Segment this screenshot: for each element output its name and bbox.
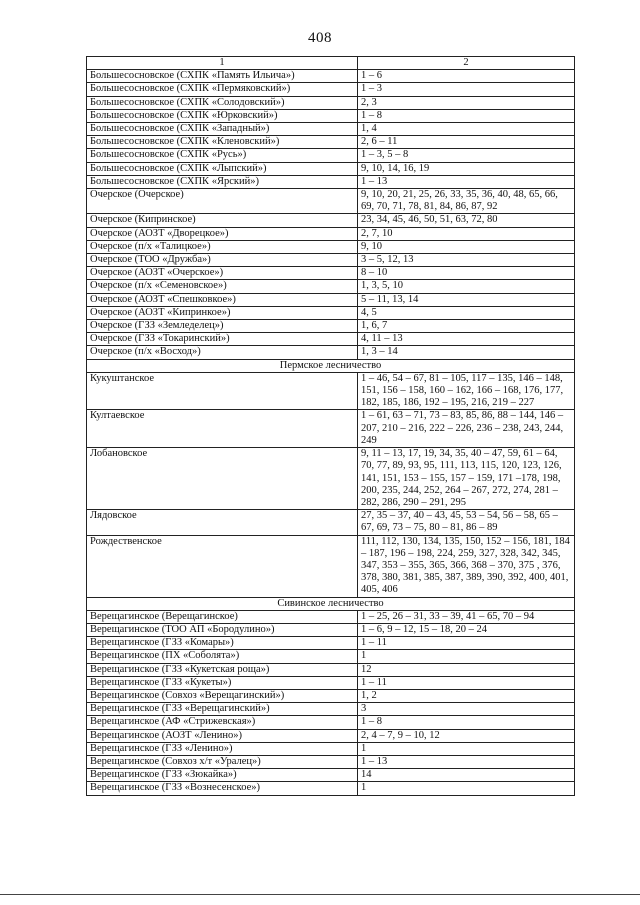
district-name-cell: Очерское (АОЗТ «Дворецкое») (87, 227, 358, 240)
quarter-numbers-cell: 3 (358, 703, 575, 716)
district-name-cell: Верещагинское (АОЗТ «Ленино») (87, 729, 358, 742)
table-row (87, 535, 575, 597)
quarter-numbers-cell: 1 – 11 (358, 676, 575, 689)
district-name-cell: Большесосновское (СХПК «Юрковский») (87, 109, 358, 122)
quarter-numbers-cell: 1 (358, 742, 575, 755)
district-name-cell: Очерское (АОЗТ «Очерское») (87, 267, 358, 280)
table-row (87, 214, 575, 227)
table-row (87, 162, 575, 175)
table-row (87, 70, 575, 83)
table-row (87, 96, 575, 109)
district-name-cell: Большесосновское (СХПК «Лыпский») (87, 162, 358, 175)
quarter-numbers-cell: 12 (358, 663, 575, 676)
column-header-1: 1 (87, 57, 358, 70)
district-name-cell: Лядовское (87, 510, 358, 535)
district-name-cell: Очерское (п/х «Восход») (87, 346, 358, 359)
table-row (87, 650, 575, 663)
quarter-numbers-cell: 1 (358, 650, 575, 663)
table-row (87, 280, 575, 293)
table-row (87, 240, 575, 253)
quarter-numbers-cell: 8 – 10 (358, 267, 575, 280)
header-row (87, 57, 575, 70)
quarter-numbers-cell: 1 (358, 782, 575, 795)
district-name-cell: Очерское (АОЗТ «Кипринкое») (87, 306, 358, 319)
table-row (87, 663, 575, 676)
quarter-numbers-cell: 1, 2 (358, 689, 575, 702)
district-name-cell: Очерское (Кипринское) (87, 214, 358, 227)
district-name-cell: Очерское (Очерское) (87, 189, 358, 214)
table-row (87, 293, 575, 306)
table-row (87, 782, 575, 795)
table-row (87, 123, 575, 136)
table-row (87, 676, 575, 689)
quarter-numbers-cell: 9, 11 – 13, 17, 19, 34, 35, 40 – 47, 59, 61 – 64, 70, 77, 89, 93, 95, 111, 113, 115, 120, 123, 126, 141, 151, 153 – 155, 157 – 159, 171 –178, 198, 200, 235, 244, 252, 264 – 267, 272, 274, 281 – 282, 286, 290 – 291, 295 (358, 448, 575, 510)
quarter-numbers-cell: 2, 6 – 11 (358, 136, 575, 149)
quarter-numbers-cell: 23, 34, 45, 46, 50, 51, 63, 72, 80 (358, 214, 575, 227)
table-row (87, 703, 575, 716)
table-row (87, 149, 575, 162)
quarter-numbers-cell: 1 – 13 (358, 175, 575, 188)
quarter-numbers-cell: 1 – 3, 5 – 8 (358, 149, 575, 162)
section-heading: Пермское лесничество (87, 359, 575, 372)
table-row (87, 136, 575, 149)
table-row (87, 742, 575, 755)
quarter-numbers-cell: 1 – 8 (358, 109, 575, 122)
quarter-numbers-cell: 1 – 8 (358, 716, 575, 729)
column-header-2: 2 (358, 57, 575, 70)
district-name-cell: Верещагинское (ГЗЗ «Кукетская роща») (87, 663, 358, 676)
district-name-cell: Большесосновское (СХПК «Западный») (87, 123, 358, 136)
quarter-numbers-cell: 4, 11 – 13 (358, 333, 575, 346)
district-name-cell: Очерское (п/х «Семеновское») (87, 280, 358, 293)
district-name-cell: Верещагинское (ГЗЗ «Зюкайка») (87, 769, 358, 782)
table-row (87, 448, 575, 510)
quarter-numbers-cell: 1 – 13 (358, 755, 575, 768)
district-name-cell: Кукуштанское (87, 372, 358, 410)
district-name-cell: Большесосновское (СХПК «Русь») (87, 149, 358, 162)
table-row (87, 716, 575, 729)
district-name-cell: Верещагинское (ГЗЗ «Кукеты») (87, 676, 358, 689)
quarter-numbers-cell: 1 – 46, 54 – 67, 81 – 105, 117 – 135, 146 – 148, 151, 156 – 158, 160 – 162, 166 – 168, 176, 177, 182, 185, 186, 192 – 195, 216, 219 – 227 (358, 372, 575, 410)
table-row (87, 320, 575, 333)
section-heading: Сивинское лесничество (87, 597, 575, 610)
page-bottom-rule (0, 894, 640, 895)
table-body (87, 57, 575, 796)
section-row (87, 597, 575, 610)
quarter-numbers-cell: 9, 10, 20, 21, 25, 26, 33, 35, 36, 40, 48, 65, 66, 69, 70, 71, 78, 81, 84, 86, 87, 92 (358, 189, 575, 214)
table-row (87, 623, 575, 636)
table-row (87, 189, 575, 214)
table-row (87, 227, 575, 240)
quarter-numbers-cell: 1 – 61, 63 – 71, 73 – 83, 85, 86, 88 – 144, 146 – 207, 210 – 216, 222 – 226, 236 – 238, 243, 244, 249 (358, 410, 575, 448)
quarter-numbers-cell: 27, 35 – 37, 40 – 43, 45, 53 – 54, 56 – 58, 65 – 67, 69, 73 – 75, 80 – 81, 86 – 89 (358, 510, 575, 535)
district-name-cell: Очерское (ГЗЗ «Токаринский») (87, 333, 358, 346)
quarter-numbers-cell: 1 – 25, 26 – 31, 33 – 39, 41 – 65, 70 – 94 (358, 610, 575, 623)
district-name-cell: Большесосновское (СХПК «Память Ильича») (87, 70, 358, 83)
district-name-cell: Верещагинское (Верещагинское) (87, 610, 358, 623)
page-number: 408 (308, 30, 332, 46)
table-row (87, 333, 575, 346)
table-row (87, 254, 575, 267)
district-name-cell: Большесосновское (СХПК «Пермяковский») (87, 83, 358, 96)
quarter-numbers-cell: 1, 3, 5, 10 (358, 280, 575, 293)
table-row (87, 83, 575, 96)
district-name-cell: Верещагинское (Совхоз «Верещагинский») (87, 689, 358, 702)
district-name-cell: Большесосновское (СХПК «Кленовский») (87, 136, 358, 149)
table-row (87, 769, 575, 782)
district-name-cell: Большесосновское (СХПК «Солодовский») (87, 96, 358, 109)
table-row (87, 637, 575, 650)
quarter-numbers-cell: 2, 3 (358, 96, 575, 109)
quarter-numbers-cell: 1 – 11 (358, 637, 575, 650)
district-name-cell: Верещагинское (ГЗЗ «Вознесенское») (87, 782, 358, 795)
table-row (87, 689, 575, 702)
table-row (87, 410, 575, 448)
quarter-numbers-cell: 1, 6, 7 (358, 320, 575, 333)
table-row (87, 372, 575, 410)
district-name-cell: Верещагинское (ТОО АП «Бородулино») (87, 623, 358, 636)
district-name-cell: Лобановское (87, 448, 358, 510)
table-row (87, 755, 575, 768)
quarter-numbers-cell: 1 – 3 (358, 83, 575, 96)
table-row (87, 306, 575, 319)
district-name-cell: Очерское (АОЗТ «Спешковкое») (87, 293, 358, 306)
table-row (87, 109, 575, 122)
district-name-cell: Верещагинское (ГЗЗ «Верещагинский») (87, 703, 358, 716)
quarter-numbers-cell: 4, 5 (358, 306, 575, 319)
quarter-numbers-cell: 1 – 6, 9 – 12, 15 – 18, 20 – 24 (358, 623, 575, 636)
district-name-cell: Верещагинское (ПХ «Соболята») (87, 650, 358, 663)
quarter-numbers-cell: 5 – 11, 13, 14 (358, 293, 575, 306)
quarter-numbers-cell: 2, 7, 10 (358, 227, 575, 240)
district-name-cell: Очерское (ГЗЗ «Земледелец») (87, 320, 358, 333)
quarter-numbers-cell: 9, 10, 14, 16, 19 (358, 162, 575, 175)
forestry-table (86, 56, 575, 796)
quarter-numbers-cell: 9, 10 (358, 240, 575, 253)
district-name-cell: Верещагинское (АФ «Стрижевская») (87, 716, 358, 729)
district-name-cell: Верещагинское (ГЗЗ «Ленино») (87, 742, 358, 755)
table-row (87, 610, 575, 623)
quarter-numbers-cell: 2, 4 – 7, 9 – 10, 12 (358, 729, 575, 742)
quarter-numbers-cell: 14 (358, 769, 575, 782)
table-row (87, 510, 575, 535)
table-row (87, 175, 575, 188)
district-name-cell: Большесосновское (СХПК «Ярский») (87, 175, 358, 188)
quarter-numbers-cell: 3 – 5, 12, 13 (358, 254, 575, 267)
district-name-cell: Очерское (ТОО «Дружба») (87, 254, 358, 267)
table-row (87, 346, 575, 359)
table-row (87, 729, 575, 742)
quarter-numbers-cell: 1, 3 – 14 (358, 346, 575, 359)
district-name-cell: Рождественское (87, 535, 358, 597)
district-name-cell: Верещагинское (ГЗЗ «Комары») (87, 637, 358, 650)
quarter-numbers-cell: 1 – 6 (358, 70, 575, 83)
quarter-numbers-cell: 1, 4 (358, 123, 575, 136)
district-name-cell: Култаевское (87, 410, 358, 448)
table-row (87, 267, 575, 280)
section-row (87, 359, 575, 372)
district-name-cell: Верещагинское (Совхоз х/т «Уралец») (87, 755, 358, 768)
quarter-numbers-cell: 111, 112, 130, 134, 135, 150, 152 – 156, 181, 184 – 187, 196 – 198, 224, 259, 327, 328, 342, 345, 347, 353 – 355, 365, 366, 368 – 370, 375 , 376, 378, 380, 381, 385, 387, 389, 390, 392, 400, 401, 405, 406 (358, 535, 575, 597)
district-name-cell: Очерское (п/х «Талицкое») (87, 240, 358, 253)
